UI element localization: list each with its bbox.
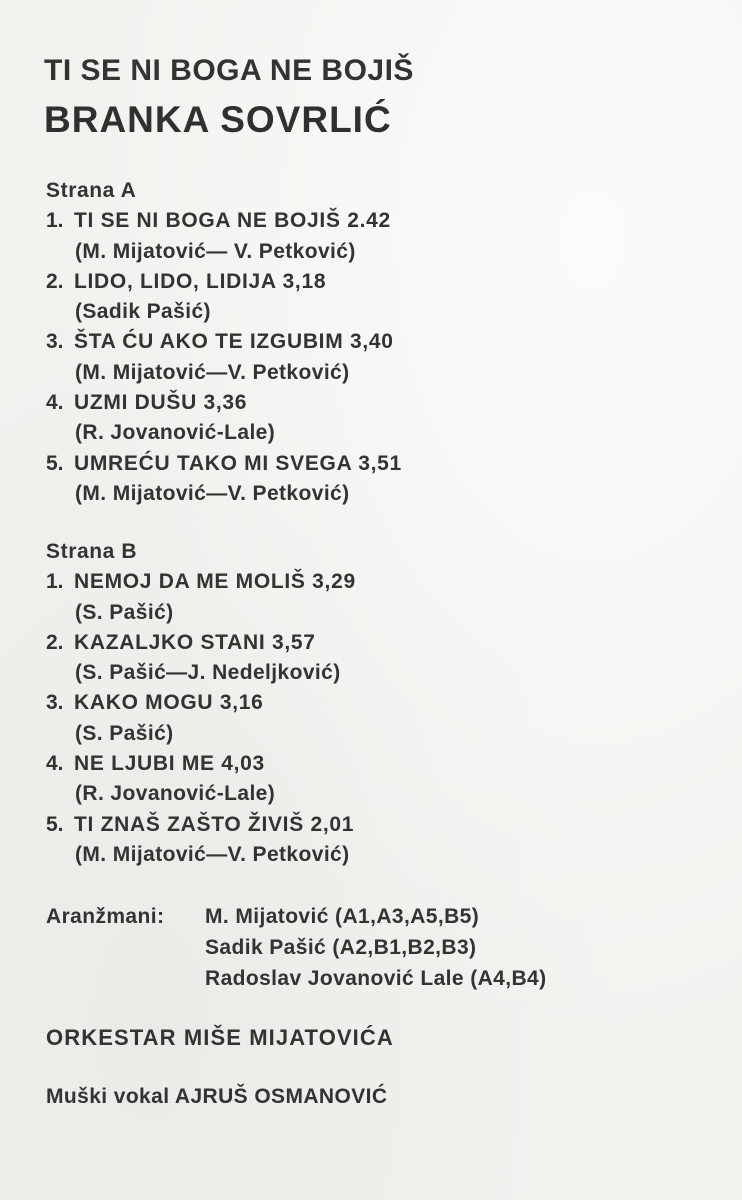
track-row xyxy=(46,628,356,658)
track-number: 4. xyxy=(46,391,64,415)
track-number: 1. xyxy=(46,209,64,233)
track-title: UMREĆU TAKO MI SVEGA 3,51 xyxy=(74,451,402,475)
track-title: KAZALJKO STANI 3,57 xyxy=(74,630,316,654)
track-row xyxy=(46,327,402,357)
arrangements-label-spacer xyxy=(46,932,205,963)
side-a-heading: Strana A xyxy=(46,179,137,202)
track-credit: (Sadik Pašić) xyxy=(75,300,211,324)
track-number: 1. xyxy=(46,570,64,594)
track-title: NEMOJ DA ME MOLIŠ 3,29 xyxy=(74,570,356,594)
track-title: TI ZNAŠ ZAŠTO ŽIVIŠ 2,01 xyxy=(74,812,355,836)
track-row xyxy=(46,749,356,779)
track-number: 5. xyxy=(46,812,64,836)
track-credit: (M. Mijatović—V. Petković) xyxy=(75,360,350,384)
track-title: NE LJUBI ME 4,03 xyxy=(74,752,265,776)
track-number: 3. xyxy=(46,691,64,715)
track-title: LIDO, LIDO, LIDIJA 3,18 xyxy=(74,269,327,293)
vocal-credit: Muški vokal AJRUŠ OSMANOVIĆ xyxy=(46,1085,388,1108)
track-title: TI SE NI BOGA NE BOJIŠ 2.42 xyxy=(74,209,391,233)
arrangement-row xyxy=(46,963,547,994)
track-credit: (S. Pašić—J. Nedeljković) xyxy=(75,661,341,685)
track-row xyxy=(46,267,402,297)
track-number: 2. xyxy=(46,269,64,293)
track-title: ŠTA ĆU AKO TE IZGUBIM 3,40 xyxy=(74,330,394,354)
track-credit: (M. Mijatović—V. Petković) xyxy=(75,842,350,866)
side-b-tracklist xyxy=(46,537,356,870)
track-row xyxy=(46,206,402,236)
arrangement-credit: M. Mijatović (A1,A3,A5,B5) xyxy=(205,905,480,928)
arrangements-credits xyxy=(46,901,547,994)
track-number: 4. xyxy=(46,752,64,776)
track-row xyxy=(46,388,402,418)
orchestra-credit: ORKESTAR MIŠE MIJATOVIĆA xyxy=(46,1025,394,1050)
arrangements-label: Aranžmani: xyxy=(46,905,165,928)
track-row xyxy=(46,567,356,597)
side-b-heading: Strana B xyxy=(46,540,138,563)
arrangement-row xyxy=(46,932,547,963)
track-credit: (R. Jovanović-Lale) xyxy=(75,421,276,445)
arrangement-credit: Sadik Pašić (A2,B1,B2,B3) xyxy=(205,936,477,959)
track-row xyxy=(46,449,402,479)
arrangements-label-spacer xyxy=(46,963,205,994)
track-title: UZMI DUŠU 3,36 xyxy=(74,391,248,415)
track-credit: (R. Jovanović-Lale) xyxy=(75,782,276,806)
arrangement-credit: Radoslav Jovanović Lale (A4,B4) xyxy=(205,967,547,990)
track-number: 3. xyxy=(46,330,64,354)
track-credit: (S. Pašić) xyxy=(75,721,174,745)
side-a-tracklist xyxy=(46,176,402,509)
track-row xyxy=(46,688,356,718)
track-row xyxy=(46,810,356,840)
arrangement-row xyxy=(46,901,547,932)
track-number: 5. xyxy=(46,451,64,475)
track-number: 2. xyxy=(46,630,64,654)
track-title: KAKO MOGU 3,16 xyxy=(74,691,264,715)
track-credit: (S. Pašić) xyxy=(75,600,174,624)
album-title: TI SE NI BOGA NE BOJIŠ xyxy=(44,54,414,87)
artist-name: BRANKA SOVRLIĆ xyxy=(44,99,392,140)
track-credit: (M. Mijatović—V. Petković) xyxy=(75,481,350,505)
track-credit: (M. Mijatović— V. Petković) xyxy=(75,239,356,263)
